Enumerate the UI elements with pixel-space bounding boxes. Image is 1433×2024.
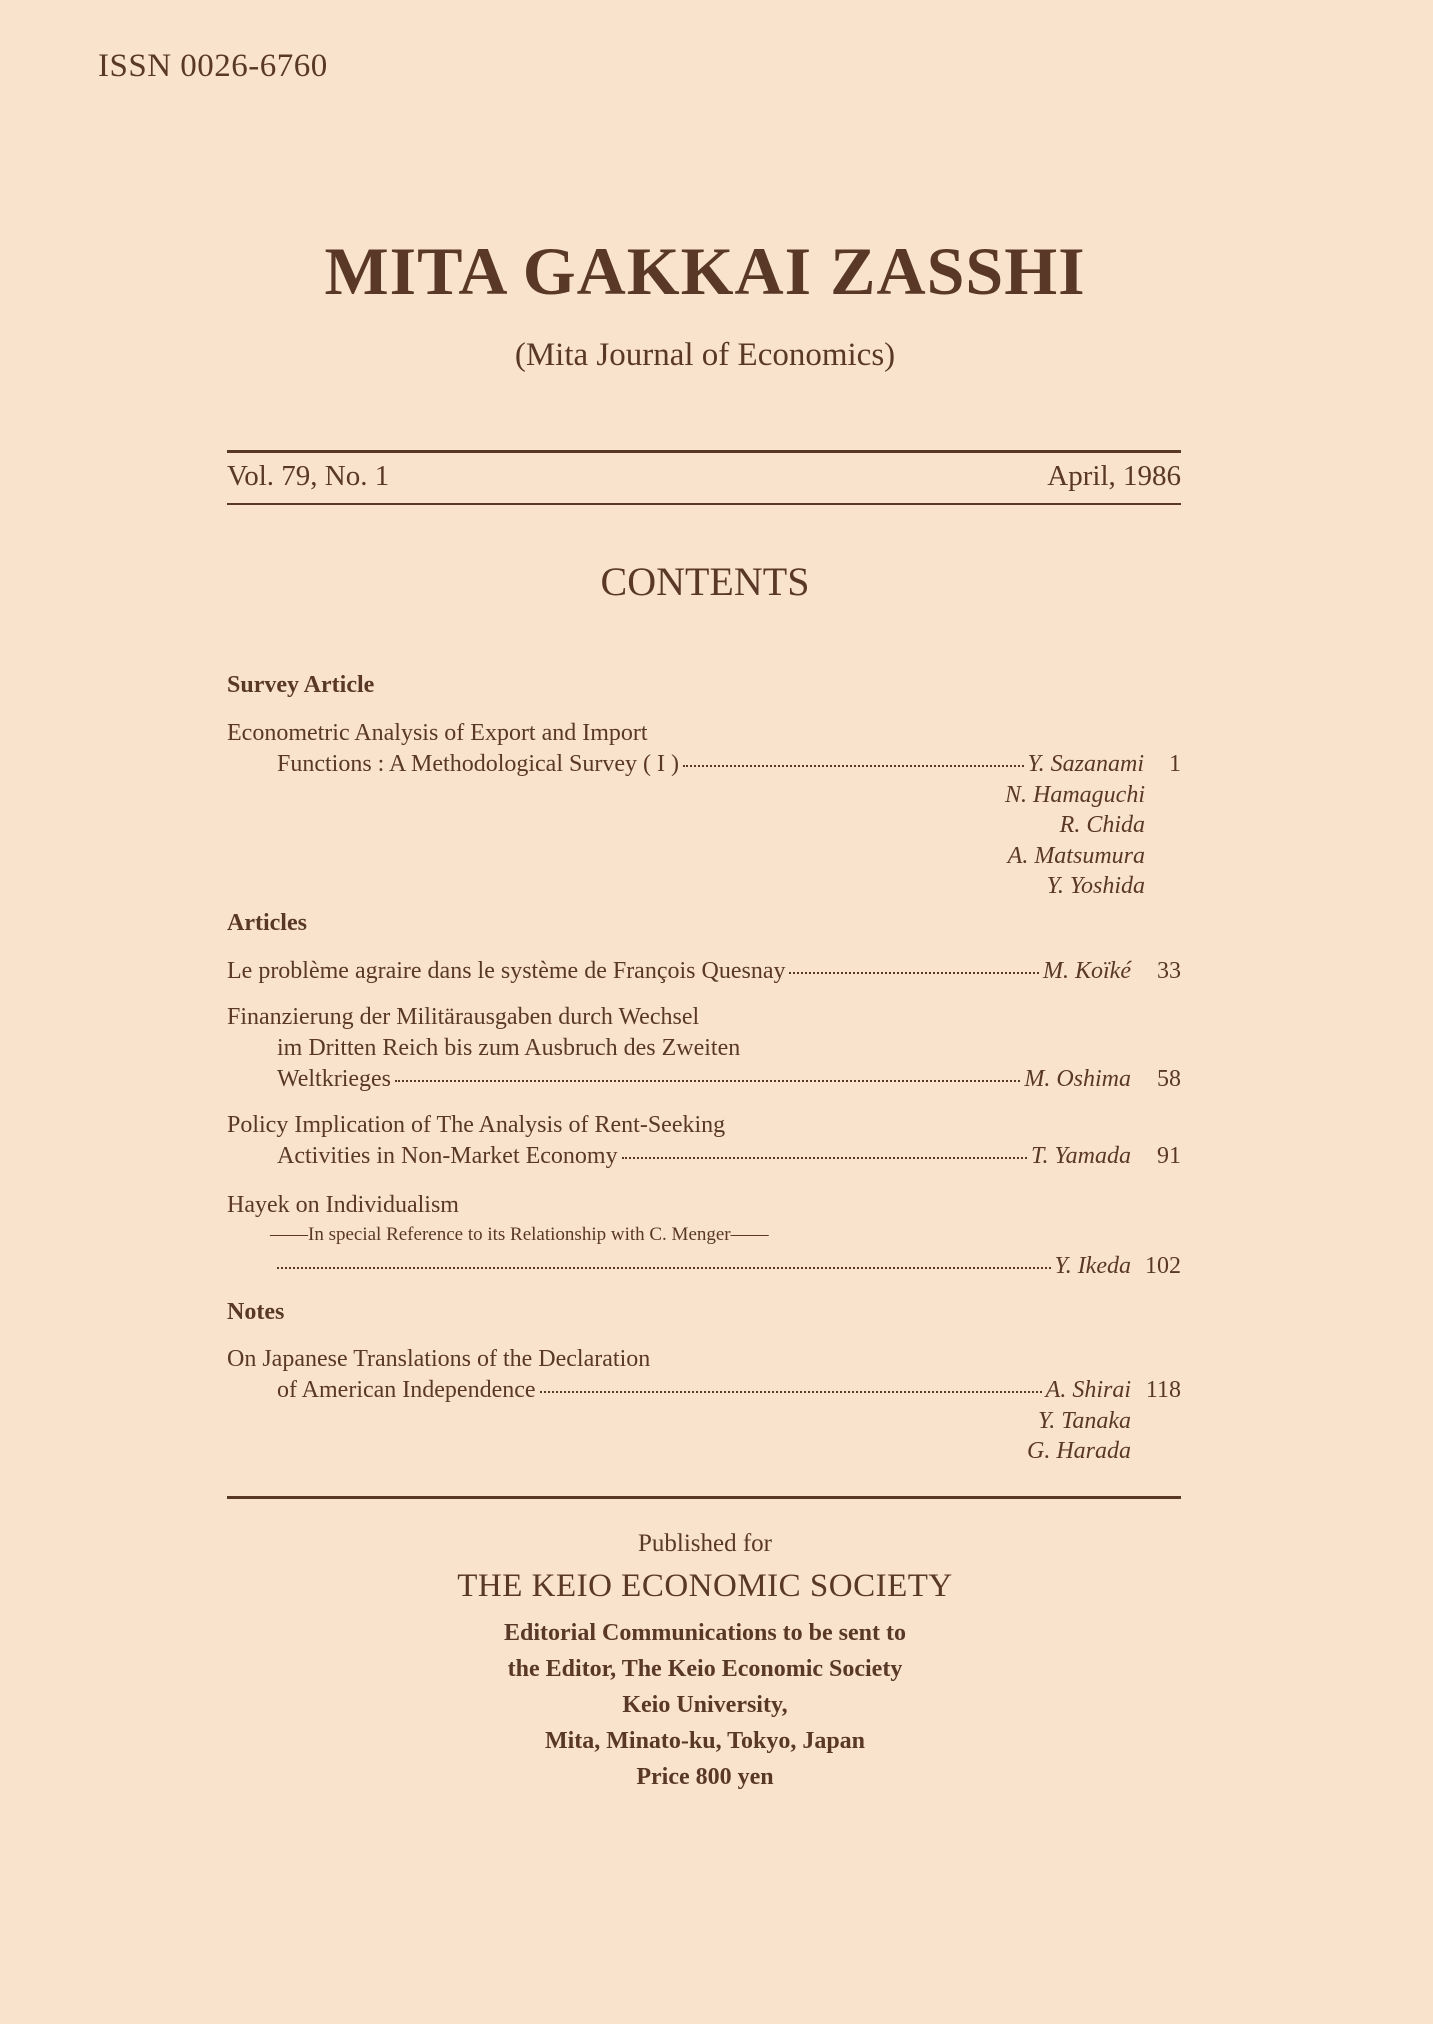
footer-line: Mita, Minato-ku, Tokyo, Japan	[544, 1728, 866, 1754]
entry-author: M. Oshima	[1024, 1066, 1131, 1092]
entry-coauthor: Y. Tanaka	[1038, 1408, 1131, 1434]
entry-author: Y. Sazanami	[1027, 751, 1144, 777]
entry-page-number: 118	[1145, 1377, 1181, 1403]
footer-line: Keio University,	[622, 1692, 788, 1718]
entry-title-line: im Dritten Reich bis zum Ausbruch des Zweiten	[277, 1035, 741, 1061]
entry-page-number: 102	[1145, 1253, 1181, 1279]
section-heading-articles: Articles	[227, 910, 307, 936]
entry-coauthor: N. Hamaguchi	[1005, 782, 1145, 808]
entry-title-line: Finanzierung der Militärausgaben durch Wechsel	[227, 1004, 700, 1030]
entry-author: A. Shirai	[1045, 1377, 1131, 1403]
publisher-footer	[0, 1530, 1410, 1795]
top-rule	[227, 450, 1181, 453]
footer-line: Editorial Communications to be sent to	[504, 1620, 906, 1646]
entry-title-line: Functions : A Methodological Survey ( I )	[277, 751, 679, 777]
published-for-label: Published for	[637, 1530, 773, 1557]
toc-entry	[277, 751, 1144, 775]
journal-subtitle: (Mita Journal of Economics)	[514, 337, 896, 373]
entry-page-number: 33	[1157, 958, 1181, 984]
entry-coauthor: R. Chida	[1059, 812, 1145, 838]
entry-subtitle: ——In special Reference to its Relationship with C. Menger——	[270, 1224, 769, 1245]
dot-leader	[789, 958, 1039, 974]
journal-title: MITA GAKKAI ZASSHI	[324, 233, 1086, 309]
entry-author: T. Yamada	[1030, 1143, 1131, 1169]
entry-title-line: Hayek on Individualism	[227, 1192, 459, 1218]
toc-entry	[277, 1377, 1131, 1401]
issn-number: ISSN 0026-6760	[98, 48, 328, 84]
issue-date: April, 1986	[1047, 460, 1181, 492]
header-bottom-rule	[227, 503, 1181, 505]
entry-author: M. Koïké	[1043, 958, 1131, 984]
footer-price: Price 800 yen	[636, 1764, 774, 1790]
entry-page-number: 58	[1157, 1066, 1181, 1092]
toc-entry	[277, 1253, 1131, 1277]
dot-leader	[622, 1143, 1027, 1159]
section-heading-notes: Notes	[227, 1299, 285, 1325]
entry-page-number: 1	[1169, 751, 1181, 777]
entry-title-line: Weltkrieges	[277, 1066, 392, 1092]
dot-leader	[683, 751, 1024, 767]
entry-title-line: On Japanese Translations of the Declaration	[227, 1346, 651, 1372]
society-name: THE KEIO ECONOMIC SOCIETY	[457, 1568, 953, 1604]
entry-coauthor: G. Harada	[1026, 1438, 1131, 1464]
footer-line: the Editor, The Keio Economic Society	[507, 1656, 903, 1682]
toc-entry	[227, 958, 1131, 982]
entry-title-line: Policy Implication of The Analysis of Rent-Seeking	[227, 1112, 726, 1138]
entry-page-number: 91	[1157, 1143, 1181, 1169]
entry-coauthor: Y. Yoshida	[1046, 873, 1145, 899]
toc-entry	[277, 1066, 1131, 1090]
dot-leader	[277, 1253, 1051, 1269]
footer-rule	[227, 1496, 1181, 1499]
volume-number: Vol. 79, No. 1	[227, 460, 390, 492]
toc-entry	[277, 1143, 1131, 1167]
dot-leader	[395, 1066, 1020, 1082]
contents-heading: CONTENTS	[600, 559, 810, 604]
dot-leader	[540, 1377, 1042, 1393]
entry-title-line: Activities in Non-Market Economy	[277, 1143, 618, 1169]
entry-title-line: Econometric Analysis of Export and Import	[227, 720, 648, 746]
entry-author: Y. Ikeda	[1054, 1253, 1131, 1279]
entry-title-line: Le problème agraire dans le système de François Quesnay	[227, 958, 786, 984]
section-heading-survey: Survey Article	[227, 672, 375, 698]
entry-title-line: of American Independence	[277, 1377, 536, 1403]
entry-coauthor: A. Matsumura	[1007, 843, 1145, 869]
